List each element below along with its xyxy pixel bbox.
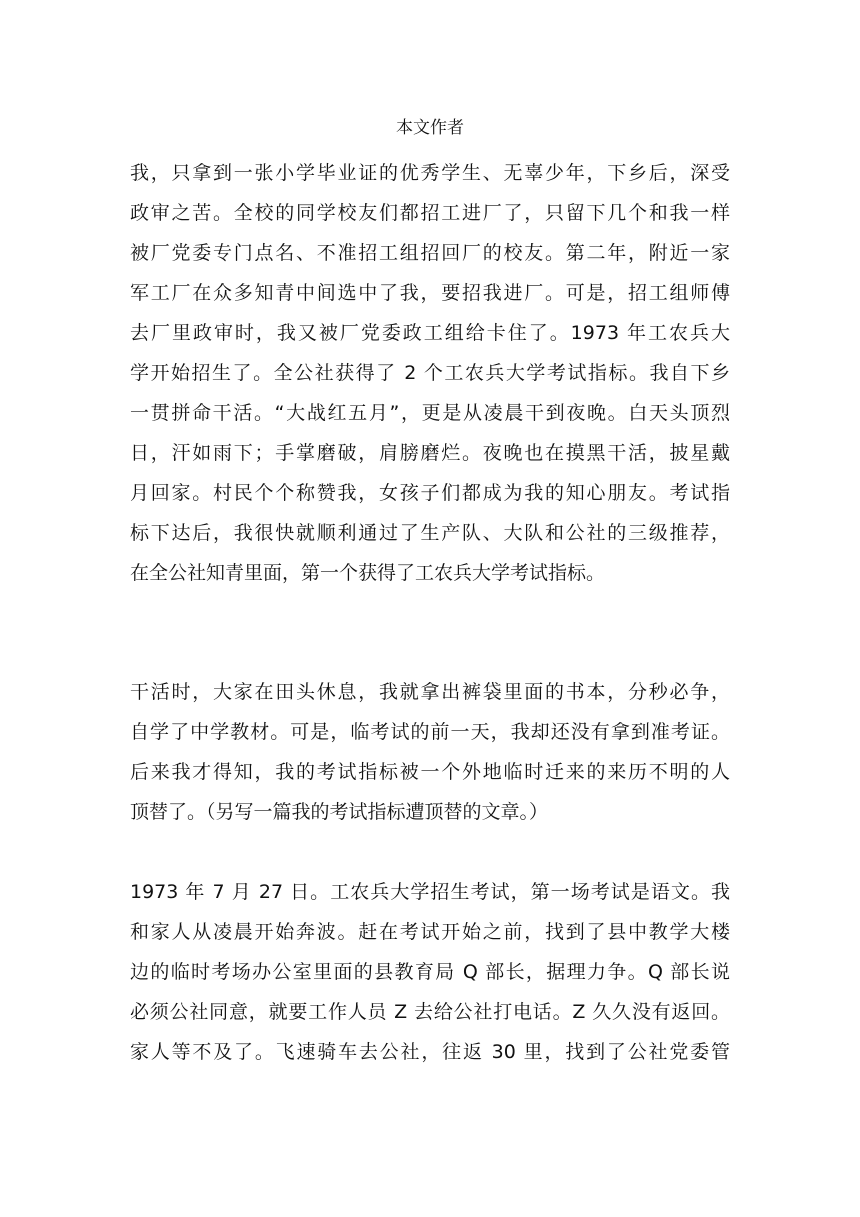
text-line: 边的临时考场办公室里面的县教育局 Q 部长，据理力争。Q 部长说 — [130, 961, 730, 983]
document-title: 本文作者 — [396, 118, 464, 138]
text-line: 月回家。村民个个称赞我，女孩子们都成为我的知心朋友。考试指 — [130, 482, 730, 504]
text-line: 顶替了。（另写一篇我的考试指标遭顶替的文章。） — [130, 801, 549, 823]
text-line: 被厂党委专门点名、不准招工组招回厂的校友。第二年，附近一家 — [130, 242, 730, 264]
text-line: 我，只拿到一张小学毕业证的优秀学生、无辜少年，下乡后，深受 — [130, 162, 730, 184]
text-line: 军工厂在众多知青中间选中了我，要招我进厂。可是，招工组师傅 — [130, 282, 730, 304]
text-line: 在全公社知青里面，第一个获得了工农兵大学考试指标。 — [130, 562, 606, 584]
paragraph-1 — [130, 153, 730, 593]
text-line: 标下达后，我很快就顺利通过了生产队、大队和公社的三级推荐， — [130, 522, 730, 544]
text-line: 自学了中学教材。可是，临考试的前一天，我却还没有拿到准考证。 — [130, 721, 730, 743]
text-line: 一贯拼命干活。“大战红五月”，更是从凌晨干到夜晚。白天头顶烈 — [130, 402, 730, 424]
text-line: 必须公社同意，就要工作人员 Z 去给公社打电话。Z 久久没有返回。 — [130, 1001, 730, 1023]
text-line: 后来我才得知，我的考试指标被一个外地临时迁来的来历不明的人 — [130, 761, 730, 783]
text-line: 1973 年 7 月 27 日。工农兵大学招生考试，第一场考试是语文。我 — [130, 881, 730, 903]
text-line: 和家人从凌晨开始奔波。赶在考试开始之前，找到了县中教学大楼 — [130, 921, 730, 943]
text-line: 学开始招生了。全公社获得了 2 个工农兵大学考试指标。我自下乡 — [130, 362, 730, 384]
text-line: 政审之苦。全校的同学校友们都招工进厂了，只留下几个和我一样 — [130, 202, 730, 224]
text-line: 干活时，大家在田头休息，我就拿出裤袋里面的书本，分秒必争， — [130, 681, 730, 703]
text-line: 家人等不及了。飞速骑车去公社，往返 30 里，找到了公社党委管 — [130, 1041, 730, 1063]
text-line: 去厂里政审时，我又被厂党委政工组给卡住了。1973 年工农兵大 — [130, 322, 730, 344]
paragraph-2 — [130, 672, 730, 832]
text-line: 日，汗如雨下；手掌磨破，肩膀磨烂。夜晚也在摸黑干活，披星戴 — [130, 442, 730, 464]
paragraph-3 — [130, 872, 730, 1072]
